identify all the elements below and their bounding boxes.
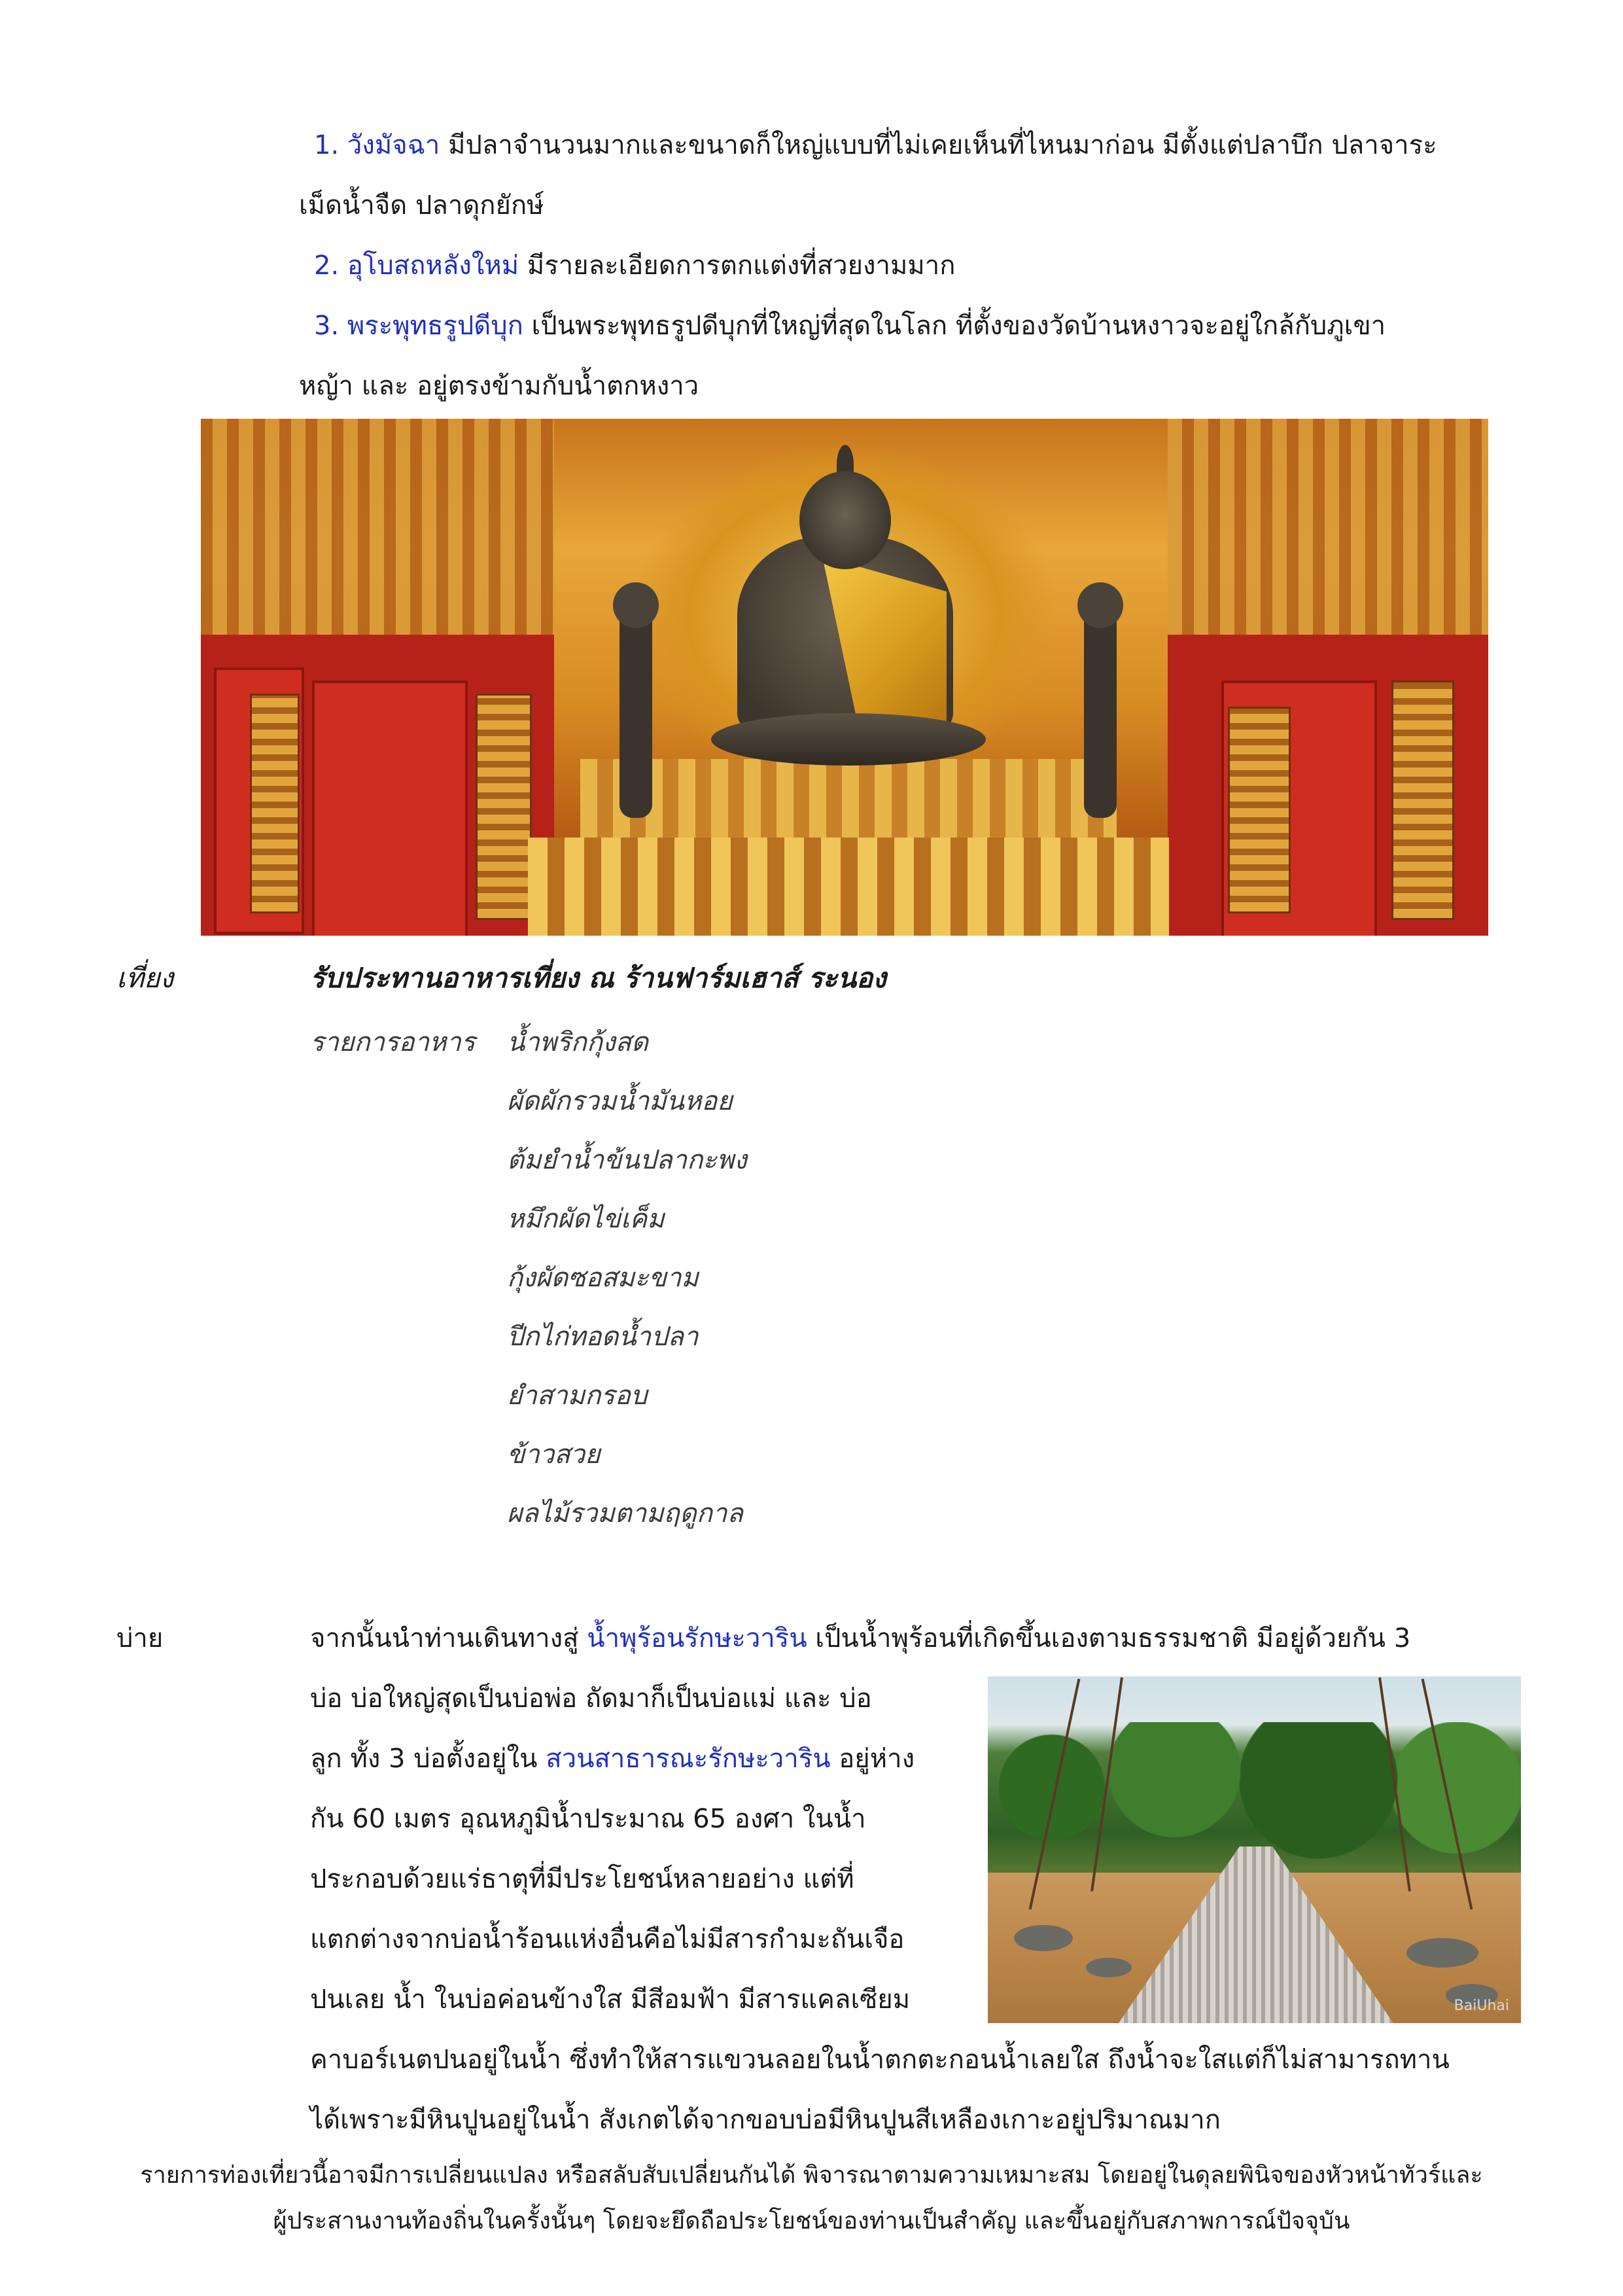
afternoon-line-7: ปนเลย น้ำ ในบ่อค่อนข้างใส มีสีอมฟ้า มีสารแคลเซียม [310, 1985, 911, 2015]
list-text: เป็นพระพุทธรูปดีบุกที่ใหญ่ที่สุดในโลก ที่ตั้งของวัดบ้านหงาวจะอยู่ใกล้กับภูเขา [523, 311, 1386, 341]
photo-watermark: BaiUhai [1454, 1998, 1509, 2014]
footer-line-1: รายการท่องเที่ยวนี้อาจมีการเปลี่ยนแปลง หรือสลับสับเปลี่ยนกันได้ พิจารณาตามความเหมาะสม โดยอยู่ในดุลยพินิจของหัวหน้าทัวร์และ [140, 2162, 1483, 2189]
temple-buddha-photo [201, 419, 1488, 936]
link-hot-spring[interactable]: น้ำพุร้อนรักษะวาริน [587, 1623, 807, 1653]
afternoon-line-5: ประกอบด้วยแร่ธาตุที่มีประโยชน์หลายอย่าง แต่ที่ [310, 1864, 854, 1894]
menu-label: รายการอาหาร [310, 1027, 476, 1057]
suspension-bridge-photo [988, 1676, 1521, 2023]
list-item-1-cont: เม็ดน้ำจืด ปลาดุกยักษ์ [299, 190, 544, 221]
list-text: มีปลาจำนวนมากและขนาดก็ใหญ่แบบที่ไม่เคยเห็นที่ไหนมาก่อน มีตั้งแต่ปลาบึก ปลาจาระ [440, 130, 1437, 160]
afternoon-line-2: บ่อ บ่อใหญ่สุดเป็นบ่อพ่อ ถัดมาก็เป็นบ่อแม่ และ บ่อ [310, 1684, 872, 1714]
list-link-ubosot[interactable]: อุโบสถหลังใหม่ [347, 251, 519, 281]
afternoon-line-9: ได้เพราะมีหินปูนอยู่ในน้ำ สังเกตได้จากขอบบ่อมีหินปูนสีเหลืองเกาะอยู่ปริมาณมาก [310, 2105, 1221, 2135]
list-link-tin-buddha[interactable]: พระพุทธรูปดีบุก [347, 311, 523, 341]
menu-item: ต้มยำน้ำข้นปลากะพง [507, 1145, 747, 1175]
afternoon-line-4: กัน 60 เมตร อุณหภูมิน้ำประมาณ 65 องศา ในน้ำ [310, 1804, 866, 1834]
afternoon-line-6: แตกต่างจากบ่อน้ำร้อนแห่งอื่นคือไม่มีสารกำมะถันเจือ [310, 1924, 905, 1954]
text: เป็นน้ำพุร้อนที่เกิดขึ้นเองตามธรรมชาติ มีอยู่ด้วยกัน 3 [807, 1623, 1411, 1653]
list-number: 3. [314, 311, 340, 341]
text: ลูก ทั้ง 3 บ่อตั้งอยู่ใน [310, 1744, 546, 1774]
footer-line-2: ผู้ประสานงานท้องถิ่นในครั้งนั้นๆ โดยจะยึดถือประโยชน์ของท่านเป็นสำคัญ และขึ้นอยู่กับสภาพการณ์ปัจจุบัน [273, 2208, 1350, 2234]
menu-item: ปีกไก่ทอดน้ำปลา [507, 1322, 699, 1352]
text: อยู่ห่าง [830, 1744, 915, 1774]
menu-item: ยำสามกรอบ [507, 1381, 648, 1411]
list-number: 1. [314, 130, 340, 160]
time-label-afternoon: บ่าย [116, 1623, 164, 1653]
menu-item: ผัดผักรวมน้ำมันหอย [507, 1086, 733, 1116]
text: จากนั้นนำท่านเดินทางสู่ [310, 1623, 587, 1653]
menu-item: หมึกผัดไข่เค็ม [507, 1204, 665, 1234]
list-item-1 [314, 115, 1437, 175]
list-item-3-cont: หญ้า และ อยู่ตรงข้ามกับน้ำตกหงาว [299, 371, 699, 401]
afternoon-line-1 [310, 1608, 1410, 1669]
list-number: 2. [314, 251, 340, 281]
afternoon-line-8: คาบอร์เนตปนอยู่ในน้ำ ซึ่งทำให้สารแขวนลอยในน้ำตกตะกอนน้ำเลยใส ถึงน้ำจะใสแต่ก็ไม่สามารถทาน [310, 2045, 1450, 2075]
time-label-lunch: เที่ยง [116, 962, 174, 994]
list-text: มีรายละเอียดการตกแต่งที่สวยงามมาก [519, 251, 956, 281]
menu-item: ข้าวสวย [507, 1439, 601, 1470]
menu-item: กุ้งผัดซอสมะขาม [507, 1263, 699, 1293]
menu-item: ผลไม้รวมตามฤดูกาล [507, 1498, 743, 1528]
link-public-park[interactable]: สวนสาธารณะรักษะวาริน [546, 1744, 831, 1774]
list-link-wang-matcha[interactable]: วังมัจฉา [347, 130, 440, 160]
list-item-2 [314, 236, 955, 296]
lunch-title: รับประทานอาหารเที่ยง ณ ร้านฟาร์มเฮาส์ ระนอง [310, 962, 886, 994]
afternoon-line-3 [310, 1729, 915, 1789]
menu-item: น้ำพริกกุ้งสด [507, 1027, 649, 1057]
list-item-3 [314, 296, 1386, 356]
